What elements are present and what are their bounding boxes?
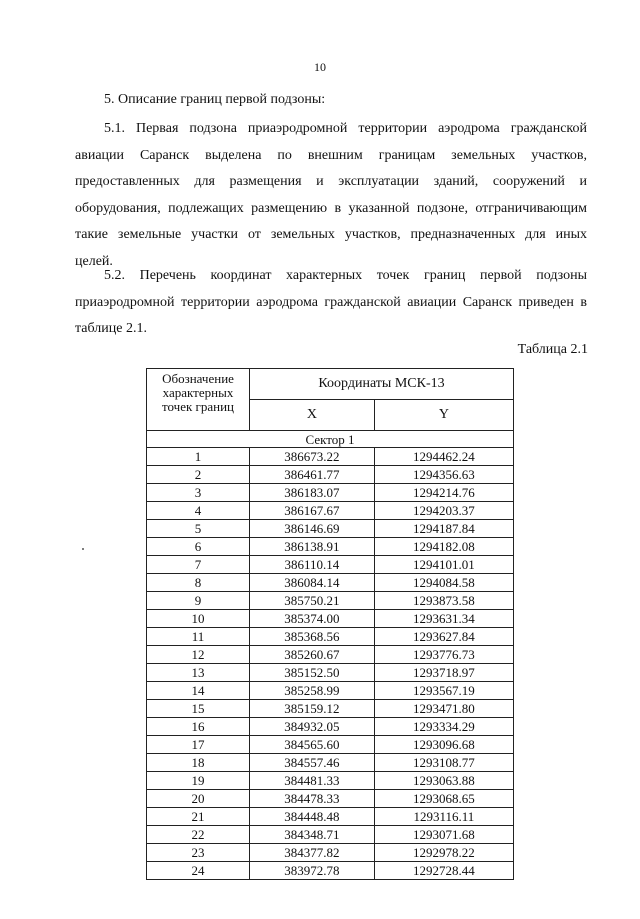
coord-y: 1293471.80: [374, 700, 513, 718]
coord-y: 1294084.58: [374, 574, 513, 592]
table-row: [147, 448, 514, 466]
coord-y: 1293873.58: [374, 592, 513, 610]
table-caption: Таблица 2.1: [517, 342, 588, 357]
point-number: 1: [147, 448, 250, 466]
point-number: 19: [147, 772, 250, 790]
table-row: [147, 772, 514, 790]
coord-y: 1294214.76: [374, 484, 513, 502]
table-row: [147, 754, 514, 772]
coord-x: 385159.12: [250, 700, 375, 718]
coord-x: 385368.56: [250, 628, 375, 646]
table-row: [147, 862, 514, 880]
point-number: 4: [147, 502, 250, 520]
point-number: 11: [147, 628, 250, 646]
coord-y: 1294356.63: [374, 466, 513, 484]
table-row: [147, 538, 514, 556]
header-x: X: [250, 400, 375, 431]
coord-y: 1293718.97: [374, 664, 513, 682]
paragraph-5-1: 5.1. Первая подзона приаэродромной территории аэродрома гражданской авиации Саранск выделена по внешним границам земельных участков, предоставленных для размещения и эксплуатации зданий, сооружений и оборудования, подлежащих размещению в указанной подзоне, отграничивающим такие земельные участки от земельных участков, предназначенных для иных целей.: [75, 121, 587, 269]
paragraph-5-2: 5.2. Перечень координат характерных точек границ первой подзоны приаэродромной территории аэродрома гражданской авиации Саранск приведен в таблице 2.1.: [75, 268, 587, 336]
header-designation: Обозначение характерных точек границ: [147, 369, 250, 431]
coord-y: 1294101.01: [374, 556, 513, 574]
point-number: 18: [147, 754, 250, 772]
point-number: 13: [147, 664, 250, 682]
table-row: [147, 466, 514, 484]
coord-y: 1293116.11: [374, 808, 513, 826]
point-number: 20: [147, 790, 250, 808]
table-row: [147, 844, 514, 862]
coord-y: 1293334.29: [374, 718, 513, 736]
coord-x: 385260.67: [250, 646, 375, 664]
point-number: 21: [147, 808, 250, 826]
coord-x: 386110.14: [250, 556, 375, 574]
coord-x: 386183.07: [250, 484, 375, 502]
coord-y: 1294203.37: [374, 502, 513, 520]
section-heading: 5. Описание границ первой подзоны:: [104, 92, 326, 107]
coord-y: 1292978.22: [374, 844, 513, 862]
coord-x: 386673.22: [250, 448, 375, 466]
coord-y: 1293631.34: [374, 610, 513, 628]
coord-y: 1293776.73: [374, 646, 513, 664]
coord-y: 1293627.84: [374, 628, 513, 646]
coord-x: 386461.77: [250, 466, 375, 484]
table-row: [147, 484, 514, 502]
coord-x: 384932.05: [250, 718, 375, 736]
table-row: [147, 736, 514, 754]
table-row: [147, 718, 514, 736]
coord-x: 384481.33: [250, 772, 375, 790]
point-number: 9: [147, 592, 250, 610]
table-row: [147, 502, 514, 520]
point-number: 16: [147, 718, 250, 736]
table-row: [147, 808, 514, 826]
table-row: [147, 628, 514, 646]
coord-x: 385152.50: [250, 664, 375, 682]
coord-y: 1293096.68: [374, 736, 513, 754]
coord-x: 385750.21: [250, 592, 375, 610]
header-y: Y: [374, 400, 513, 431]
point-number: 10: [147, 610, 250, 628]
scan-speck: [82, 548, 84, 550]
coord-y: 1293068.65: [374, 790, 513, 808]
table-row: [147, 700, 514, 718]
table-row: [147, 592, 514, 610]
coord-x: 384377.82: [250, 844, 375, 862]
table-row: [147, 826, 514, 844]
coord-x: 384565.60: [250, 736, 375, 754]
point-number: 15: [147, 700, 250, 718]
coord-x: 384478.33: [250, 790, 375, 808]
coord-x: 383972.78: [250, 862, 375, 880]
table-row: [147, 610, 514, 628]
coord-y: 1293063.88: [374, 772, 513, 790]
coord-x: 386138.91: [250, 538, 375, 556]
table-row: [147, 664, 514, 682]
point-number: 3: [147, 484, 250, 502]
point-number: 5: [147, 520, 250, 538]
coord-x: 386167.67: [250, 502, 375, 520]
point-number: 7: [147, 556, 250, 574]
point-number: 8: [147, 574, 250, 592]
coord-x: 385258.99: [250, 682, 375, 700]
table-row: [147, 520, 514, 538]
coord-x: 384448.48: [250, 808, 375, 826]
coord-y: 1294182.08: [374, 538, 513, 556]
coord-y: 1294187.84: [374, 520, 513, 538]
coord-y: 1293108.77: [374, 754, 513, 772]
coordinates-table: [146, 368, 514, 880]
table-row: [147, 790, 514, 808]
point-number: 2: [147, 466, 250, 484]
coord-x: 386146.69: [250, 520, 375, 538]
point-number: 23: [147, 844, 250, 862]
coord-y: 1294462.24: [374, 448, 513, 466]
point-number: 17: [147, 736, 250, 754]
header-coordinates: Координаты МСК-13: [250, 369, 514, 400]
coord-x: 384557.46: [250, 754, 375, 772]
table-row: [147, 574, 514, 592]
coord-x: 386084.14: [250, 574, 375, 592]
table-row: [147, 646, 514, 664]
point-number: 24: [147, 862, 250, 880]
point-number: 6: [147, 538, 250, 556]
table-row: [147, 556, 514, 574]
coord-x: 384348.71: [250, 826, 375, 844]
coord-y: 1293071.68: [374, 826, 513, 844]
point-number: 14: [147, 682, 250, 700]
table-row: [147, 682, 514, 700]
coord-x: 385374.00: [250, 610, 375, 628]
coord-y: 1293567.19: [374, 682, 513, 700]
point-number: 22: [147, 826, 250, 844]
point-number: 12: [147, 646, 250, 664]
coord-y: 1292728.44: [374, 862, 513, 880]
page-number: 10: [314, 60, 326, 74]
sector-label: Сектор 1: [147, 431, 514, 448]
